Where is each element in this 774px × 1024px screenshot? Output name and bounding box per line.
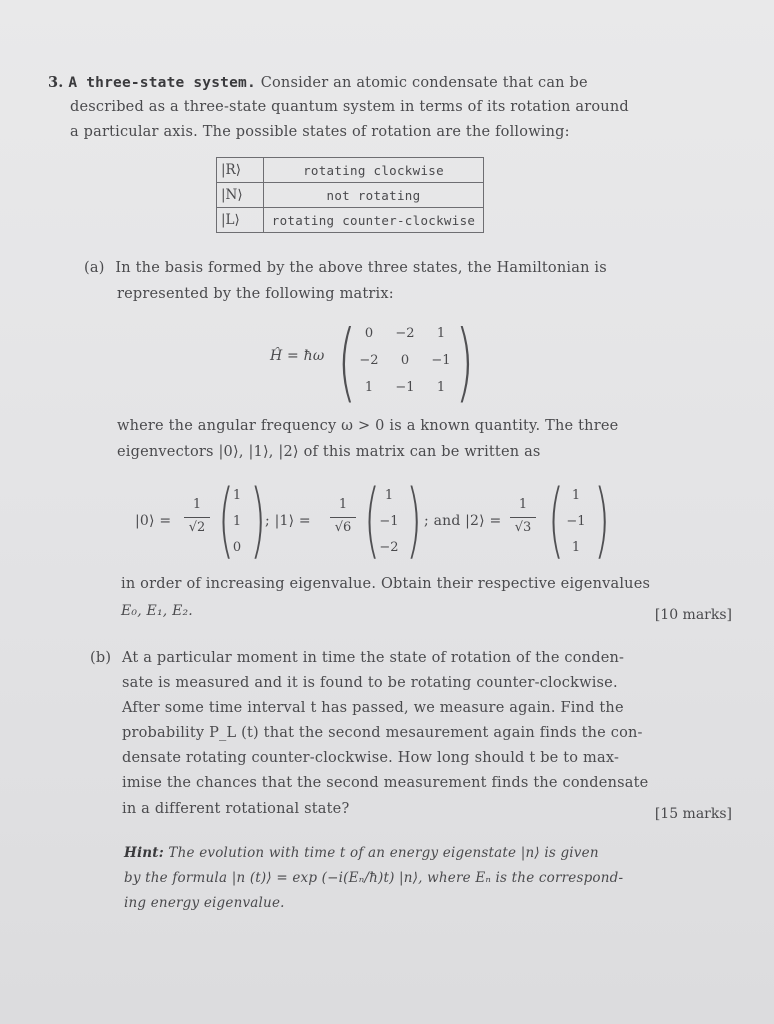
eigenvector-separator: ; |1⟩ = (265, 513, 311, 529)
intro-line-2: described as a three-state quantum system in terms of its rotation around (70, 99, 629, 115)
part-a-marks: [10 marks] (654, 607, 732, 623)
eigenvector-2-denominator: √3 (514, 520, 532, 535)
eigenvector-1-denominator: √6 (334, 520, 352, 535)
hint-line-1: The evolution with time t of an energy eigenstate |n⟩ is given (168, 845, 599, 861)
vector-component: 1 (571, 488, 581, 503)
eigenvector-0-numerator: 1 (192, 497, 202, 512)
left-parenthesis: ( (218, 473, 234, 568)
intro-line-1: Consider an atomic condensate that can be (260, 75, 588, 91)
eigenvector-separator: ; and |2⟩ = (424, 513, 502, 529)
question-title: A three-state system. (68, 75, 256, 91)
part-b-label: (b) (90, 650, 112, 666)
vector-component: −1 (379, 514, 399, 529)
fraction-bar (330, 517, 356, 518)
state-ket: |L⟩ (217, 208, 264, 233)
question-number: 3. (48, 74, 64, 91)
eigenvector-2-numerator: 1 (518, 497, 528, 512)
part-b-line: sate is measured and it is found to be rotating counter-clockwise. (122, 675, 618, 691)
table-row (217, 158, 484, 183)
vector-component: −1 (566, 514, 586, 529)
left-parenthesis: ( (548, 473, 564, 568)
right-parenthesis: ) (406, 473, 422, 568)
left-parenthesis: ( (337, 312, 357, 412)
part-b-line: imise the chances that the second measurement finds the condensate (122, 775, 649, 791)
part-b-line: probability P_L (t) that the second mesaurement again finds the con- (122, 725, 643, 741)
eigenvector-0-lhs: |0⟩ = (135, 513, 172, 529)
hint-line-2: by the formula |n (t)⟩ = exp (−i(Eₙ/ħ)t) |n⟩, where Eₙ is the correspond- (124, 870, 624, 886)
hint-line-3: ing energy eigenvalue. (124, 895, 285, 911)
table-row (217, 208, 484, 233)
hamiltonian-lhs: Ĥ = ħω (270, 348, 325, 364)
part-b-line: At a particular moment in time the state of rotation of the conden- (122, 650, 625, 666)
part-b-line: densate rotating counter-clockwise. How long should t be to max- (122, 750, 620, 766)
right-parenthesis: ) (455, 312, 475, 412)
table-row (217, 183, 484, 208)
order-line-2: E₀, E₁, E₂. (121, 603, 193, 619)
order-line-1: in order of increasing eigenvalue. Obtain their respective eigenvalues (121, 576, 651, 592)
where-line-1: where the angular frequency ω > 0 is a known quantity. The three (117, 418, 619, 434)
matrix-cell: 1 (436, 326, 446, 341)
matrix-cell: −2 (359, 353, 379, 368)
vector-component: 1 (384, 488, 394, 503)
part-b-line: After some time interval t has passed, we measure again. Find the (122, 700, 624, 716)
right-parenthesis: ) (594, 473, 610, 568)
state-ket: |N⟩ (217, 183, 264, 208)
left-parenthesis: ( (364, 473, 380, 568)
part-a-line-2: represented by the following matrix: (117, 286, 394, 302)
matrix-cell: −1 (431, 353, 451, 368)
part-b-line: in a different rotational state? (122, 801, 350, 817)
states-table (216, 157, 484, 233)
vector-component: 1 (571, 540, 581, 555)
part-a-line-1: In the basis formed by the above three states, the Hamiltonian is (115, 260, 607, 276)
eigenvector-0-denominator: √2 (188, 520, 206, 535)
right-parenthesis: ) (250, 473, 266, 568)
hint-label: Hint: (124, 845, 164, 861)
matrix-cell: 0 (400, 353, 410, 368)
state-description: rotating counter-clockwise (264, 208, 484, 233)
fraction-bar (184, 517, 210, 518)
state-ket: |R⟩ (217, 158, 264, 183)
intro-line-3: a particular axis. The possible states of rotation are the following: (70, 124, 570, 140)
where-line-2: eigenvectors |0⟩, |1⟩, |2⟩ of this matrix can be written as (117, 444, 541, 460)
vector-component: 1 (232, 488, 242, 503)
matrix-cell: 1 (364, 380, 374, 395)
state-description: rotating clockwise (264, 158, 484, 183)
part-a-label: (a) (84, 260, 105, 276)
matrix-cell: 1 (436, 380, 446, 395)
vector-component: 1 (232, 514, 242, 529)
matrix-cell: 0 (364, 326, 374, 341)
fraction-bar (510, 517, 536, 518)
state-description: not rotating (264, 183, 484, 208)
vector-component: −2 (379, 540, 399, 555)
vector-component: 0 (232, 540, 242, 555)
matrix-cell: −2 (395, 326, 415, 341)
part-b-marks: [15 marks] (654, 806, 732, 822)
eigenvector-1-numerator: 1 (338, 497, 348, 512)
matrix-cell: −1 (395, 380, 415, 395)
